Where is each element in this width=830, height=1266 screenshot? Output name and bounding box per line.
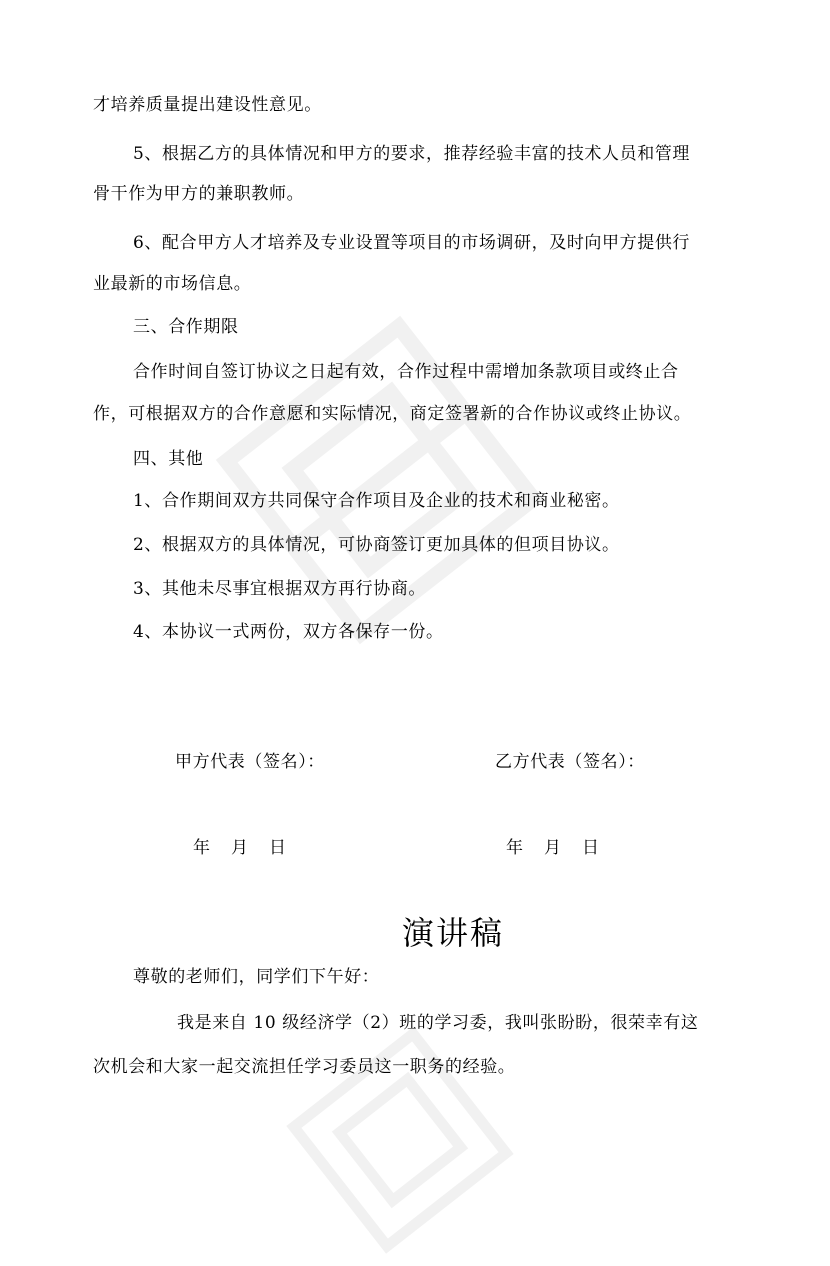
party-b-signature-label: 乙方代表（签名）： [495, 752, 645, 772]
list-item: 4、本协议一式两份，双方各保存一份。 [133, 622, 444, 642]
watermark-icon [274, 1014, 527, 1266]
paragraph-line: 才培养质量提出建设性意见。 [93, 95, 322, 115]
speech-title: 演讲稿 [401, 914, 504, 952]
party-a-signature-label: 甲方代表（签名）： [175, 752, 325, 772]
watermark-icon [198, 298, 563, 663]
party-a-date: 年 月 日 [193, 838, 288, 858]
party-b-date: 年 月 日 [506, 838, 601, 858]
paragraph-line: 业最新的市场信息。 [93, 274, 252, 294]
paragraph-line: 骨干作为甲方的兼职教师。 [93, 184, 305, 204]
speech-greeting: 尊敬的老师们，同学们下午好： [133, 967, 380, 987]
paragraph-line: 6、配合甲方人才培养及专业设置等项目的市场调研，及时向甲方提供行 [133, 233, 691, 253]
paragraph-line: 次机会和大家一起交流担任学习委员这一职务的经验。 [93, 1057, 516, 1077]
section-heading: 四、其他 [133, 449, 204, 469]
list-item: 1、合作期间双方共同保守合作项目及企业的技术和商业秘密。 [133, 491, 620, 511]
list-item: 3、其他未尽事宜根据双方再行协商。 [133, 579, 427, 599]
paragraph-line: 合作时间自签订协议之日起有效，合作过程中需增加条款项目或终止合 [133, 362, 679, 382]
paragraph-line: 作，可根据双方的合作意愿和实际情况，商定签署新的合作协议或终止协议。 [93, 404, 692, 424]
paragraph-line: 我是来自 10 级经济学（2）班的学习委，我叫张盼盼，很荣幸有这 [177, 1013, 699, 1033]
section-heading: 三、合作期限 [133, 317, 239, 337]
list-item: 2、根据双方的具体情况，可协商签订更加具体的但项目协议。 [133, 535, 620, 555]
paragraph-line: 5、根据乙方的具体情况和甲方的要求，推荐经验丰富的技术人员和管理 [133, 144, 691, 164]
